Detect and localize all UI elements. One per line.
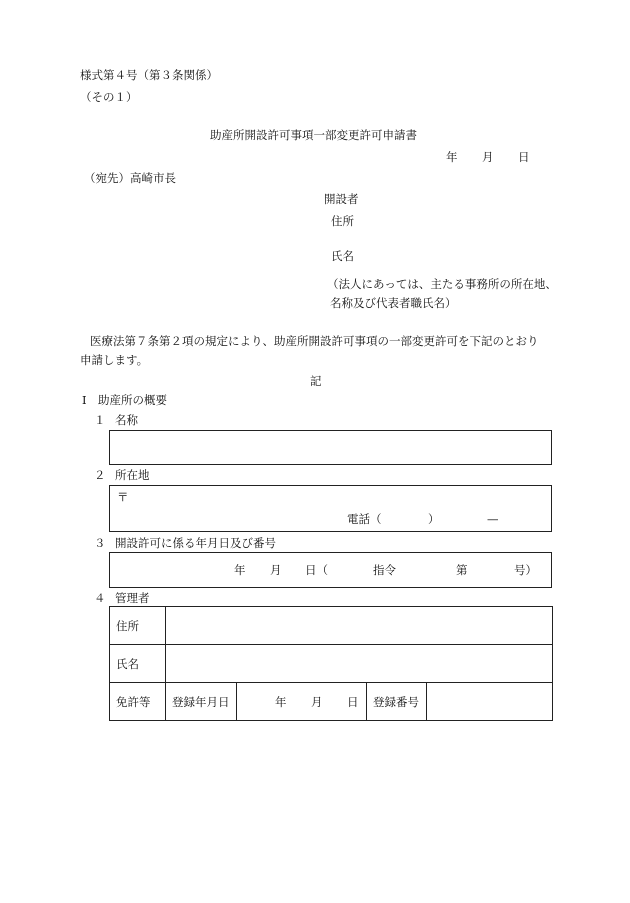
permit-day: 日（ [305,563,328,577]
phone-dash: — [487,512,499,526]
phone-label: 電話（ [347,512,382,526]
permit-dai: 第 [456,563,468,577]
registration-date-field[interactable] [237,683,367,721]
applicant-address-label: 住所 [331,214,354,228]
body-line1: 医療法第７条第２項の規定により、助産所開設許可事項の一部変更許可を下記のとおり [90,334,539,348]
registration-date-label: 登録年月日 [166,683,237,721]
registration-number-field[interactable] [427,683,553,721]
manager-license-label: 免許等 [110,683,166,721]
applicant-heading: 開設者 [324,192,359,206]
reg-year: 年 [275,694,287,709]
registration-number-label: 登録番号 [367,683,427,721]
section-heading: Ⅰ 助産所の概要 [82,393,168,407]
document-title: 助産所開設許可事項一部変更許可申請書 [210,128,417,142]
phone-close: ） [428,512,440,526]
date-day: 日 [518,150,530,164]
item1-number: １ [94,413,106,427]
manager-table [109,606,553,721]
manager-name-label: 氏名 [110,645,166,683]
date-month: 月 [482,150,494,164]
form-number: 様式第４号（第３条関係） [80,68,218,82]
item3-label: 開設許可に係る年月日及び番号 [115,536,276,550]
permit-year: 年 [234,563,246,577]
location-field[interactable] [109,485,552,532]
item4-label: 管理者 [115,591,150,605]
item2-label: 所在地 [115,468,150,482]
permit-shirei: 指令 [373,563,396,577]
applicant-note-line2: 名称及び代表者職氏名） [330,296,457,310]
item3-number: ３ [94,536,106,550]
manager-name-field[interactable] [166,645,553,683]
addressee: （宛先）高崎市長 [84,171,176,185]
reg-day: 日 [347,694,359,709]
reg-month: 月 [311,694,323,709]
manager-address-label: 住所 [110,607,166,645]
permit-go: 号） [514,563,537,577]
item1-label: 名称 [115,413,138,427]
manager-license-row [110,683,553,721]
manager-address-field[interactable] [166,607,553,645]
permit-month: 月 [270,563,282,577]
date-year: 年 [446,150,458,164]
name-field[interactable] [109,430,552,465]
applicant-name-label: 氏名 [331,249,354,263]
permit-date-number-field[interactable] [109,552,552,588]
item2-number: ２ [94,468,106,482]
manager-name-row [110,645,553,683]
form-subnumber: （その１） [80,90,138,104]
ki-heading: 記 [310,374,322,388]
postal-mark: 〒 [117,490,129,504]
manager-address-row [110,607,553,645]
body-line2: 申請します。 [80,353,149,367]
item4-number: ４ [94,591,106,605]
applicant-note-line1: （法人にあっては、主たる事務所の所在地、 [327,277,557,291]
